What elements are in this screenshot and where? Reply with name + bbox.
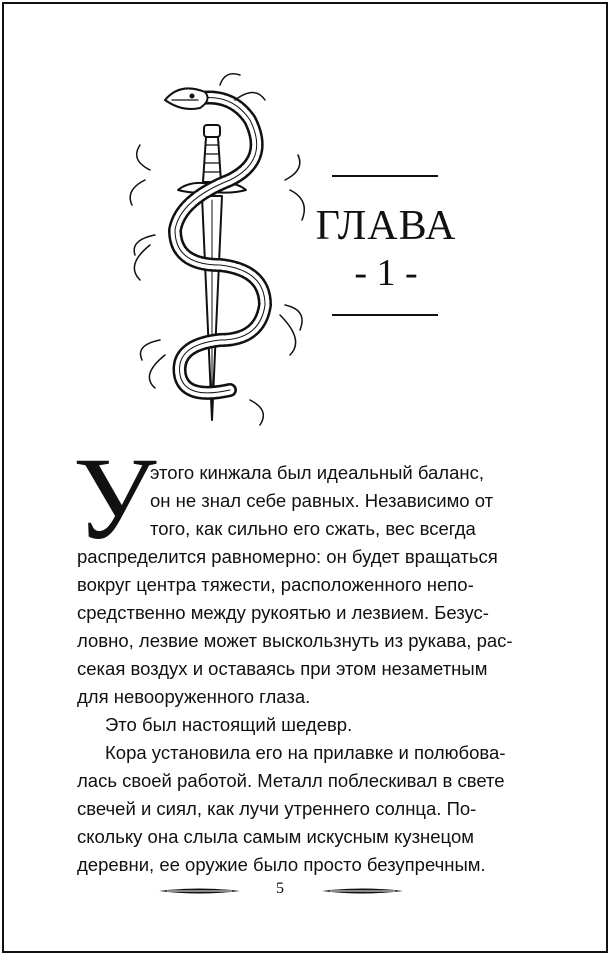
text-line: вокруг центра тяжести, расположенного непо- — [77, 574, 474, 595]
text-line: он не знал себе равных. Независимо от — [150, 490, 494, 511]
text-line: деревни, ее оружие было просто безупречным. — [77, 854, 486, 875]
footer-ornament-right — [320, 886, 405, 896]
text-line: для невооруженного глаза. — [77, 686, 311, 707]
text-line: того, как сильно его сжать, вес всегда — [150, 518, 476, 539]
text-line: лась своей работой. Металл поблескивал в свете — [77, 770, 505, 791]
text-line: распределится равномерно: он будет вращаться — [77, 546, 498, 567]
drop-cap: У — [73, 433, 157, 564]
heading-rule-bottom — [332, 314, 438, 316]
text-line: Кора установила его на прилавке и полюбова- — [105, 742, 506, 763]
footer-ornament-left — [157, 886, 242, 896]
chapter-heading: ГЛАВА — [315, 203, 457, 249]
text-line: скольку она слыла самым искусным кузнецом — [77, 826, 474, 847]
page-number: 5 — [276, 880, 284, 897]
serpent-dagger-icon — [120, 70, 310, 430]
text-line: ловно, лезвие может выскользнуть из рукава, рас- — [77, 630, 513, 651]
text-line: секая воздух и оставаясь при этом незаметным — [77, 658, 488, 679]
text-line: Это был настоящий шедевр. — [105, 714, 353, 735]
text-line: средственно между рукоятью и лезвием. Безус- — [77, 602, 489, 623]
heading-rule-top — [332, 175, 438, 177]
text-line: этого кинжала был идеальный баланс, — [150, 462, 484, 483]
chapter-number: - 1 - — [354, 252, 418, 294]
text-line: свечей и сиял, как лучи утреннего солнца. По- — [77, 798, 477, 819]
